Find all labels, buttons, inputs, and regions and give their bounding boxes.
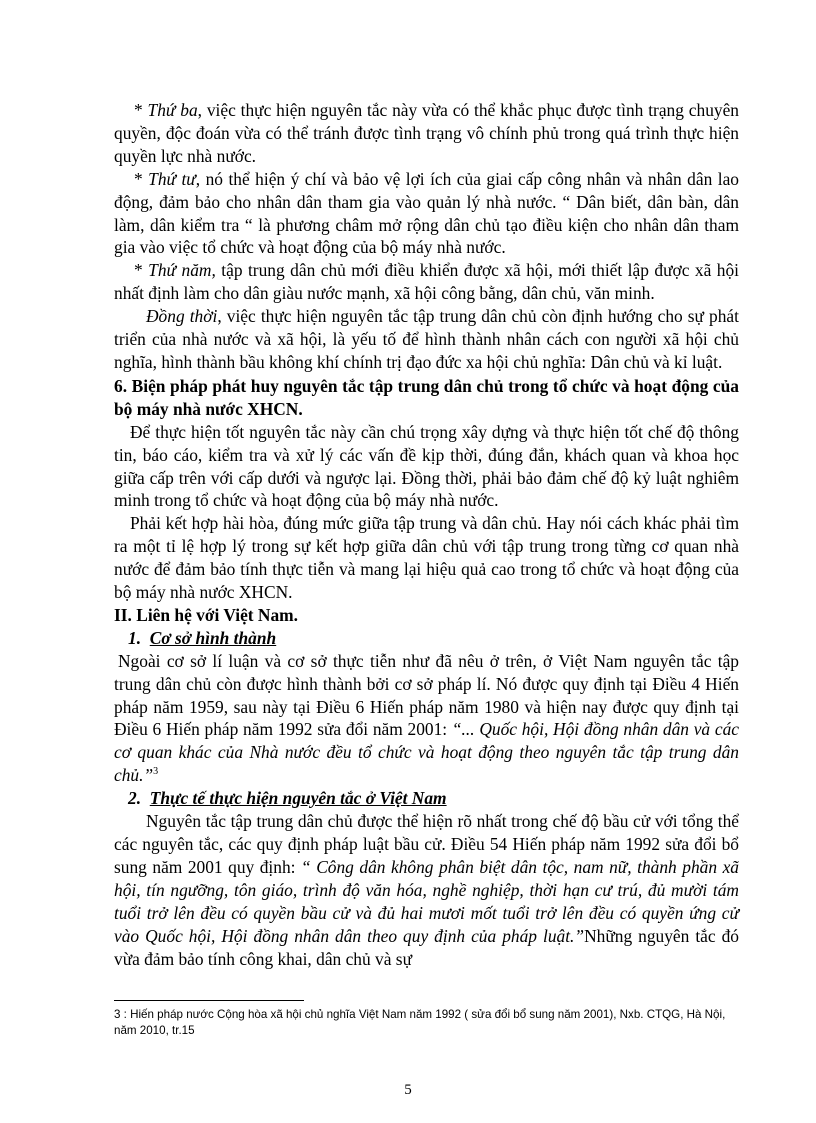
paragraph-practice xyxy=(114,810,739,970)
bullet: * xyxy=(134,100,148,120)
bullet: * xyxy=(134,260,149,281)
subheading-1 xyxy=(114,627,739,650)
subheading-text: Thực tế thực hiện nguyên tắc ở Việt Nam xyxy=(149,788,447,809)
footnote: 3 : Hiến pháp nước Cộng hòa xã hội chủ nghĩa Việt Nam năm 1992 ( sửa đổi bổ sung năm 2001), Nxb. CTQG, Hà Nội, năm 2010, tr.15 xyxy=(114,1008,726,1037)
emphasis: Thứ ba xyxy=(147,100,198,120)
paragraph-text: tập trung dân chủ mới điều khiển được xã hội, mới thiết lập được xã hội nhất định làm cho dân giàu nước mạnh, xã hội công bằng, dân chủ, văn minh. xyxy=(114,260,739,304)
paragraph-text: , việc thực hiện nguyên tắc này vừa có thể khắc phục được tình trạng chuyên quyền, độc đoán vừa có thể tránh được tình trạng vô chính phủ trong quá trình thực hiện quyền lực nhà nước. xyxy=(114,100,740,166)
paragraph-thu-tu xyxy=(114,168,739,260)
quote: “ Công dân không phân biệt dân tộc, nam nữ, thành phần xã hội, tín ngưỡng, tôn giáo, trình độ văn hóa, nghề nghiệp, thời hạn cư trú, đủ mười tám tuổi trở lên đều có quyền bầu cử và đủ hai mươi mốt tuổi trở lên đều có quyền ứng cử vào Quốc hội, Hội đồng nhân dân theo quy định của pháp luật.” xyxy=(114,856,739,946)
section-heading-ii: II. Liên hệ với Việt Nam. xyxy=(114,604,299,625)
body-text xyxy=(114,99,739,970)
section-heading-6: 6. Biện pháp phát huy nguyên tắc tập trung dân chủ trong tổ chức và hoạt động của bộ máy nhà nước XHCN. xyxy=(114,375,739,419)
paragraph-text: Nguyên tắc tập trung dân chủ được thể hiện rõ nhất trong chế độ bầu cử với tổng thể các nguyên tắc, các quy định pháp luật bầu cử. Điều 54 Hiến pháp năm 1992 sửa đổi bổ sung năm 2001 quy định: xyxy=(114,811,739,877)
subheading-number: 2. xyxy=(128,788,142,809)
bullet: * xyxy=(134,168,149,189)
subheading-2 xyxy=(114,787,739,810)
emphasis: Thứ năm, xyxy=(148,260,216,281)
paragraph-legal-basis xyxy=(114,650,739,787)
paragraph-text: Ngoài cơ sở lí luận và cơ sở thực tiễn như đã nêu ở trên, ở Việt Nam nguyên tắc tập trung dân chủ còn được hình thành bởi cơ sở pháp lí. Nó được quy định tại Điều 4 Hiến pháp năm 1959, sau này tại Điều 6 Hiến pháp năm 1980 và hiện nay được quy định tại Điều 6 Hiến pháp năm 1992 sửa đổi năm 2001: xyxy=(114,650,739,740)
paragraph-balance: Phải kết hợp hài hòa, đúng mức giữa tập trung và dân chủ. Hay nói cách khác phải tìm ra một tỉ lệ hợp lý trong sự kết hợp giữa dân chủ với tập trung trong từng cơ quan nhà nước để đảm bảo tính thực tiễn và mang lại hiệu quả cao trong tổ chức và hoạt động của bộ máy nhà nước XHCN. xyxy=(114,513,739,603)
emphasis: Đồng thời xyxy=(146,306,218,327)
paragraph-measures: Để thực hiện tốt nguyên tắc này cần chú trọng xây dựng và thực hiện tốt chế độ thông tin, báo cáo, kiểm tra và xử lý các vấn đề kịp thời, đúng đắn, khách quan và khoa học giữa cấp trên với cấp dưới và ngược lại. Đồng thời, phải bảo đảm chế độ kỷ luật nghiêm minh trong tổ chức và hoạt động của bộ máy nhà nước. xyxy=(114,421,739,511)
paragraph-thu-nam xyxy=(114,259,739,305)
footnote-ref[interactable]: 3 xyxy=(153,766,159,778)
paragraph-text: , việc thực hiện nguyên tắc tập trung dân chủ còn định hướng cho sự phát triển của nhà nước và xã hội, là yếu tố để hình thành nhân cách con người xã hội chủ nghĩa, hình thành bầu không khí chính trị đạo đức xa hội chủ nghĩa: Dân chủ và kỉ luật. xyxy=(114,306,739,372)
subheading-number: 1. xyxy=(128,627,142,648)
subheading-text: Cơ sở hình thành xyxy=(149,627,277,648)
paragraph-text: Những nguyên tắc đó vừa đảm bảo tính công khai, dân chủ và sự xyxy=(114,925,739,969)
emphasis: Thứ tư xyxy=(148,168,196,189)
footnote-separator xyxy=(114,1000,304,1001)
quote: “... Quốc hội, Hội đồng nhân dân và các cơ quan khác của Nhà nước đều tổ chức và hoạt động theo nguyên tắc tập trung dân chủ.” xyxy=(114,719,739,786)
page-number: 5 xyxy=(404,1082,412,1098)
paragraph-thu-ba xyxy=(114,99,739,168)
paragraph-text: , nó thể hiện ý chí và bảo vệ lợi ích của giai cấp công nhân và nhân dân lao động, đảm bảo cho nhân dân tham gia vào quản lý nhà nước. “ Dân biết, dân bàn, dân làm, dân kiểm tra “ là phương châm mở rộng dân chủ tạo điều kiện cho nhân dân tham gia vào việc tổ chức và hoạt động của bộ máy nhà nước. xyxy=(114,168,739,258)
paragraph-dong-thoi xyxy=(114,305,739,374)
